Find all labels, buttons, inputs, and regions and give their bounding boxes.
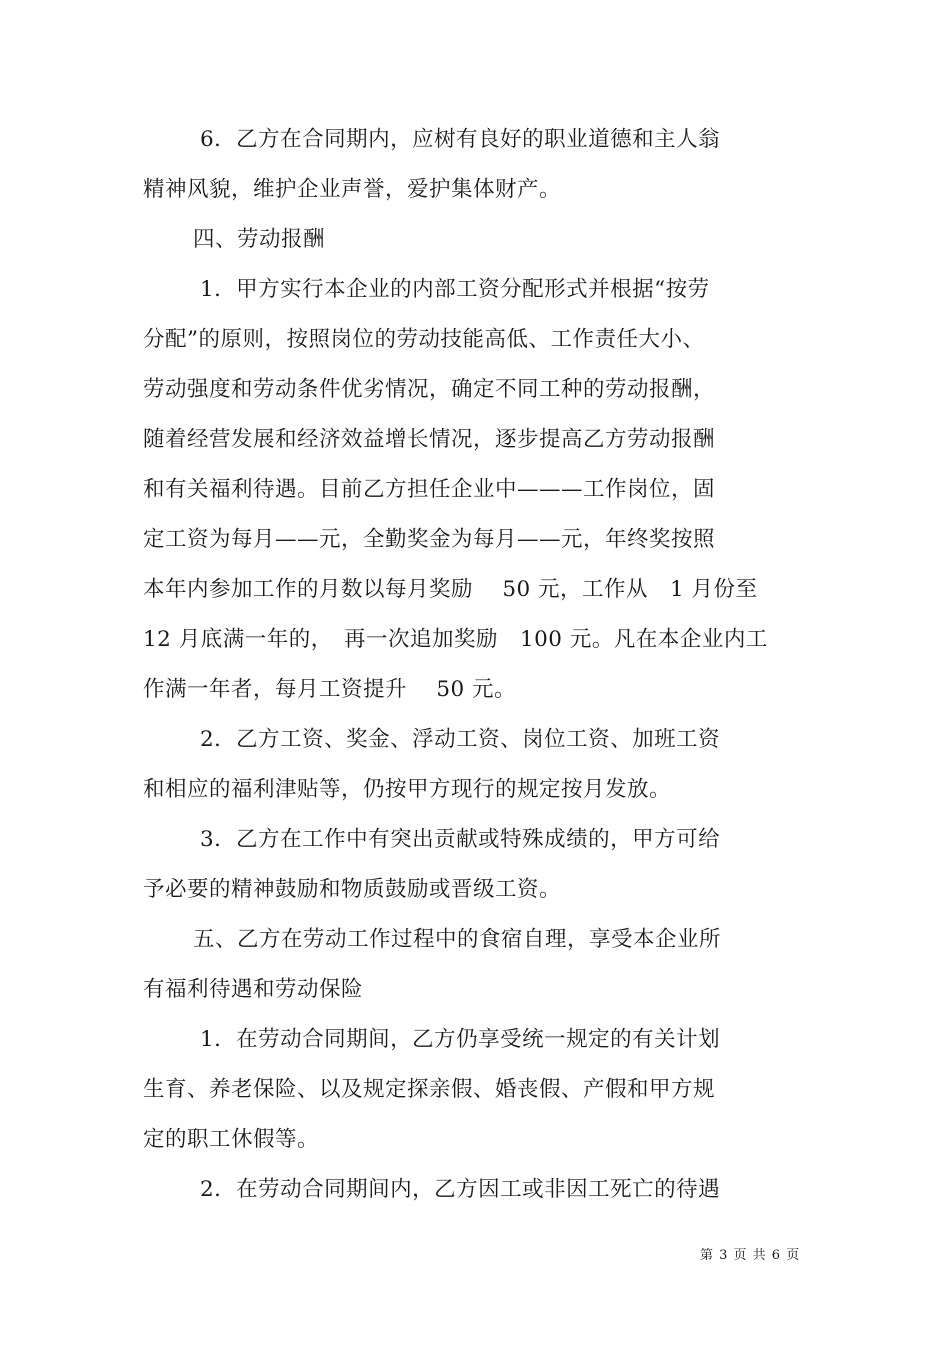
paragraph-line-22: 2．在劳动合同期间内，乙方因工或非因工死亡的待遇: [200, 1177, 721, 1202]
paragraph-line-15: 3．乙方在工作中有突出贡献或特殊成绩的，甲方可给: [200, 827, 721, 852]
paragraph-line-16: 予必要的精神鼓励和物质鼓励或晋级工资。: [143, 877, 562, 902]
page-number-footer: 第 3 页 共 6 页: [700, 1248, 801, 1263]
paragraph-line-7: 随着经营发展和经济效益增长情况，逐步提高乙方劳动报酬: [143, 427, 716, 452]
section-heading-5: 五、乙方在劳动工作过程中的食宿自理，享受本企业所: [193, 927, 722, 952]
paragraph-line-19: 1．在劳动合同期间，乙方仍享受统一规定的有关计划: [200, 1027, 721, 1052]
paragraph-line-21: 定的职工休假等。: [143, 1127, 320, 1152]
paragraph-line-10: 本年内参加工作的月数以每月奖励 50 元，工作从 1 月份至: [143, 577, 758, 602]
paragraph-line-1: 6．乙方在合同期内，应树有良好的职业道德和主人翁: [200, 127, 721, 152]
paragraph-line-9: 定工资为每月——元，全勤奖金为每月——元，年终奖按照: [143, 527, 716, 552]
paragraph-line-20: 生育、养老保险、以及规定探亲假、婚丧假、产假和甲方规: [143, 1077, 716, 1102]
paragraph-line-2: 精神风貌，维护企业声誉，爱护集体财产。: [143, 177, 562, 202]
paragraph-line-11: 12 月底满一年的， 再一次追加奖励 100 元。凡在本企业内工: [143, 627, 768, 652]
paragraph-line-8: 和有关福利待遇。目前乙方担任企业中———工作岗位，固: [143, 477, 716, 502]
paragraph-line-13: 2．乙方工资、奖金、浮动工资、岗位工资、加班工资: [200, 727, 721, 752]
paragraph-line-14: 和相应的福利津贴等，仍按甲方现行的规定按月发放。: [143, 777, 672, 802]
paragraph-line-4: 1．甲方实行本企业的内部工资分配形式并根据“按劳: [200, 277, 710, 302]
paragraph-line-6: 劳动强度和劳动条件优劣情况，确定不同工种的劳动报酬，: [143, 377, 716, 402]
paragraph-line-12: 作满一年者，每月工资提升 50 元。: [143, 677, 517, 702]
paragraph-line-18: 有福利待遇和劳动保险: [143, 977, 364, 1002]
paragraph-line-5: 分配”的原则，按照岗位的劳动技能高低、工作责任大小、: [143, 327, 705, 352]
section-heading-4: 四、劳动报酬: [193, 227, 326, 252]
